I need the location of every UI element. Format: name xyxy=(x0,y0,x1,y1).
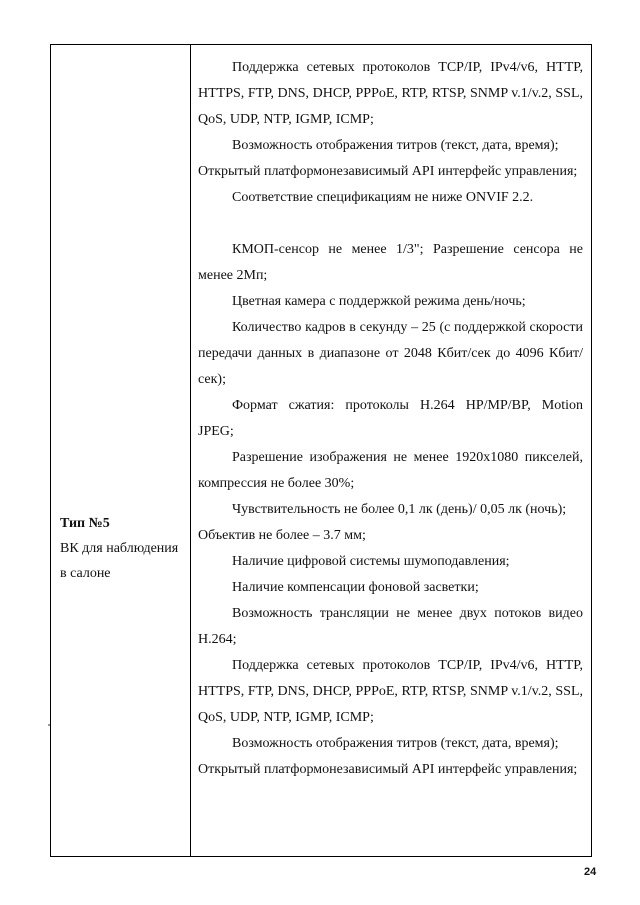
spec-network-protocols: Поддержка сетевых протоколов TCP/IP, IPv4/v6, HTTP, HTTPS, FTP, DNS, DHCP, PPPoE, RTP, RTSP, SNMP v.1/v.2, SSL, QoS, UDP, NTP, IGMP, ICMP; xyxy=(198,60,583,127)
spec-resolution: Разрешение изображения не менее 1920x1080 пикселей, компрессия не более 30%; xyxy=(198,450,583,491)
spec-table xyxy=(50,44,592,857)
spec-network-protocols-2: Поддержка сетевых протоколов TCP/IP, IPv4/v6, HTTP, HTTPS, FTP, DNS, DHCP, PPPoE, RTP, RTSP, SNMP v.1/v.2, SSL, QoS, UDP, NTP, IGMP, ICMP; xyxy=(198,658,583,725)
spec-frame-rate: Количество кадров в секунду – 25 (с поддержкой скорости передачи данных в диапазоне от 2048 Кбит/сек до 4096 Кбит/сек); xyxy=(198,320,583,387)
spec-noise-reduction: Наличие цифровой системы шумоподавления; xyxy=(232,554,510,569)
camera-description-line1: ВК для наблюдения xyxy=(60,541,179,556)
spec-titles: Возможность отображения титров (текст, дата, время); xyxy=(232,138,559,153)
spec-sensor: КМОП-сенсор не менее 1/3"; Разрешение сенсора не менее 2Мп; xyxy=(198,242,583,283)
spec-open-api-2: Открытый платформонезависимый API интерфейс управления; xyxy=(198,762,578,777)
spec-titles-2: Возможность отображения титров (текст, дата, время); xyxy=(232,736,559,751)
camera-description-line2: в салоне xyxy=(60,566,111,581)
spec-backlight: Наличие компенсации фоновой засветки; xyxy=(232,580,479,595)
column-divider xyxy=(190,45,191,856)
spec-compression: Формат сжатия: протоколы H.264 HP/MP/BP, Motion JPEG; xyxy=(198,398,583,439)
spec-sensitivity: Чувствительность не более 0,1 лк (день)/ 0,05 лк (ночь); xyxy=(232,502,567,517)
spec-day-night: Цветная камера с поддержкой режима день/ночь; xyxy=(232,294,526,309)
scan-mark xyxy=(48,724,50,726)
specification-cell xyxy=(198,45,583,783)
paragraph-gap xyxy=(198,211,583,237)
spec-onvif: Соответствие спецификациям не ниже ONVIF 2.2. xyxy=(232,190,534,205)
page-number: 24 xyxy=(584,866,597,878)
camera-type-cell xyxy=(60,511,188,586)
spec-lens: Объектив не более – 3.7 мм; xyxy=(198,528,366,543)
spec-open-api: Открытый платформонезависимый API интерфейс управления; xyxy=(198,164,578,179)
camera-type-label: Тип №5 xyxy=(60,516,110,531)
spec-streams: Возможность трансляции не менее двух потоков видео H.264; xyxy=(198,606,583,647)
